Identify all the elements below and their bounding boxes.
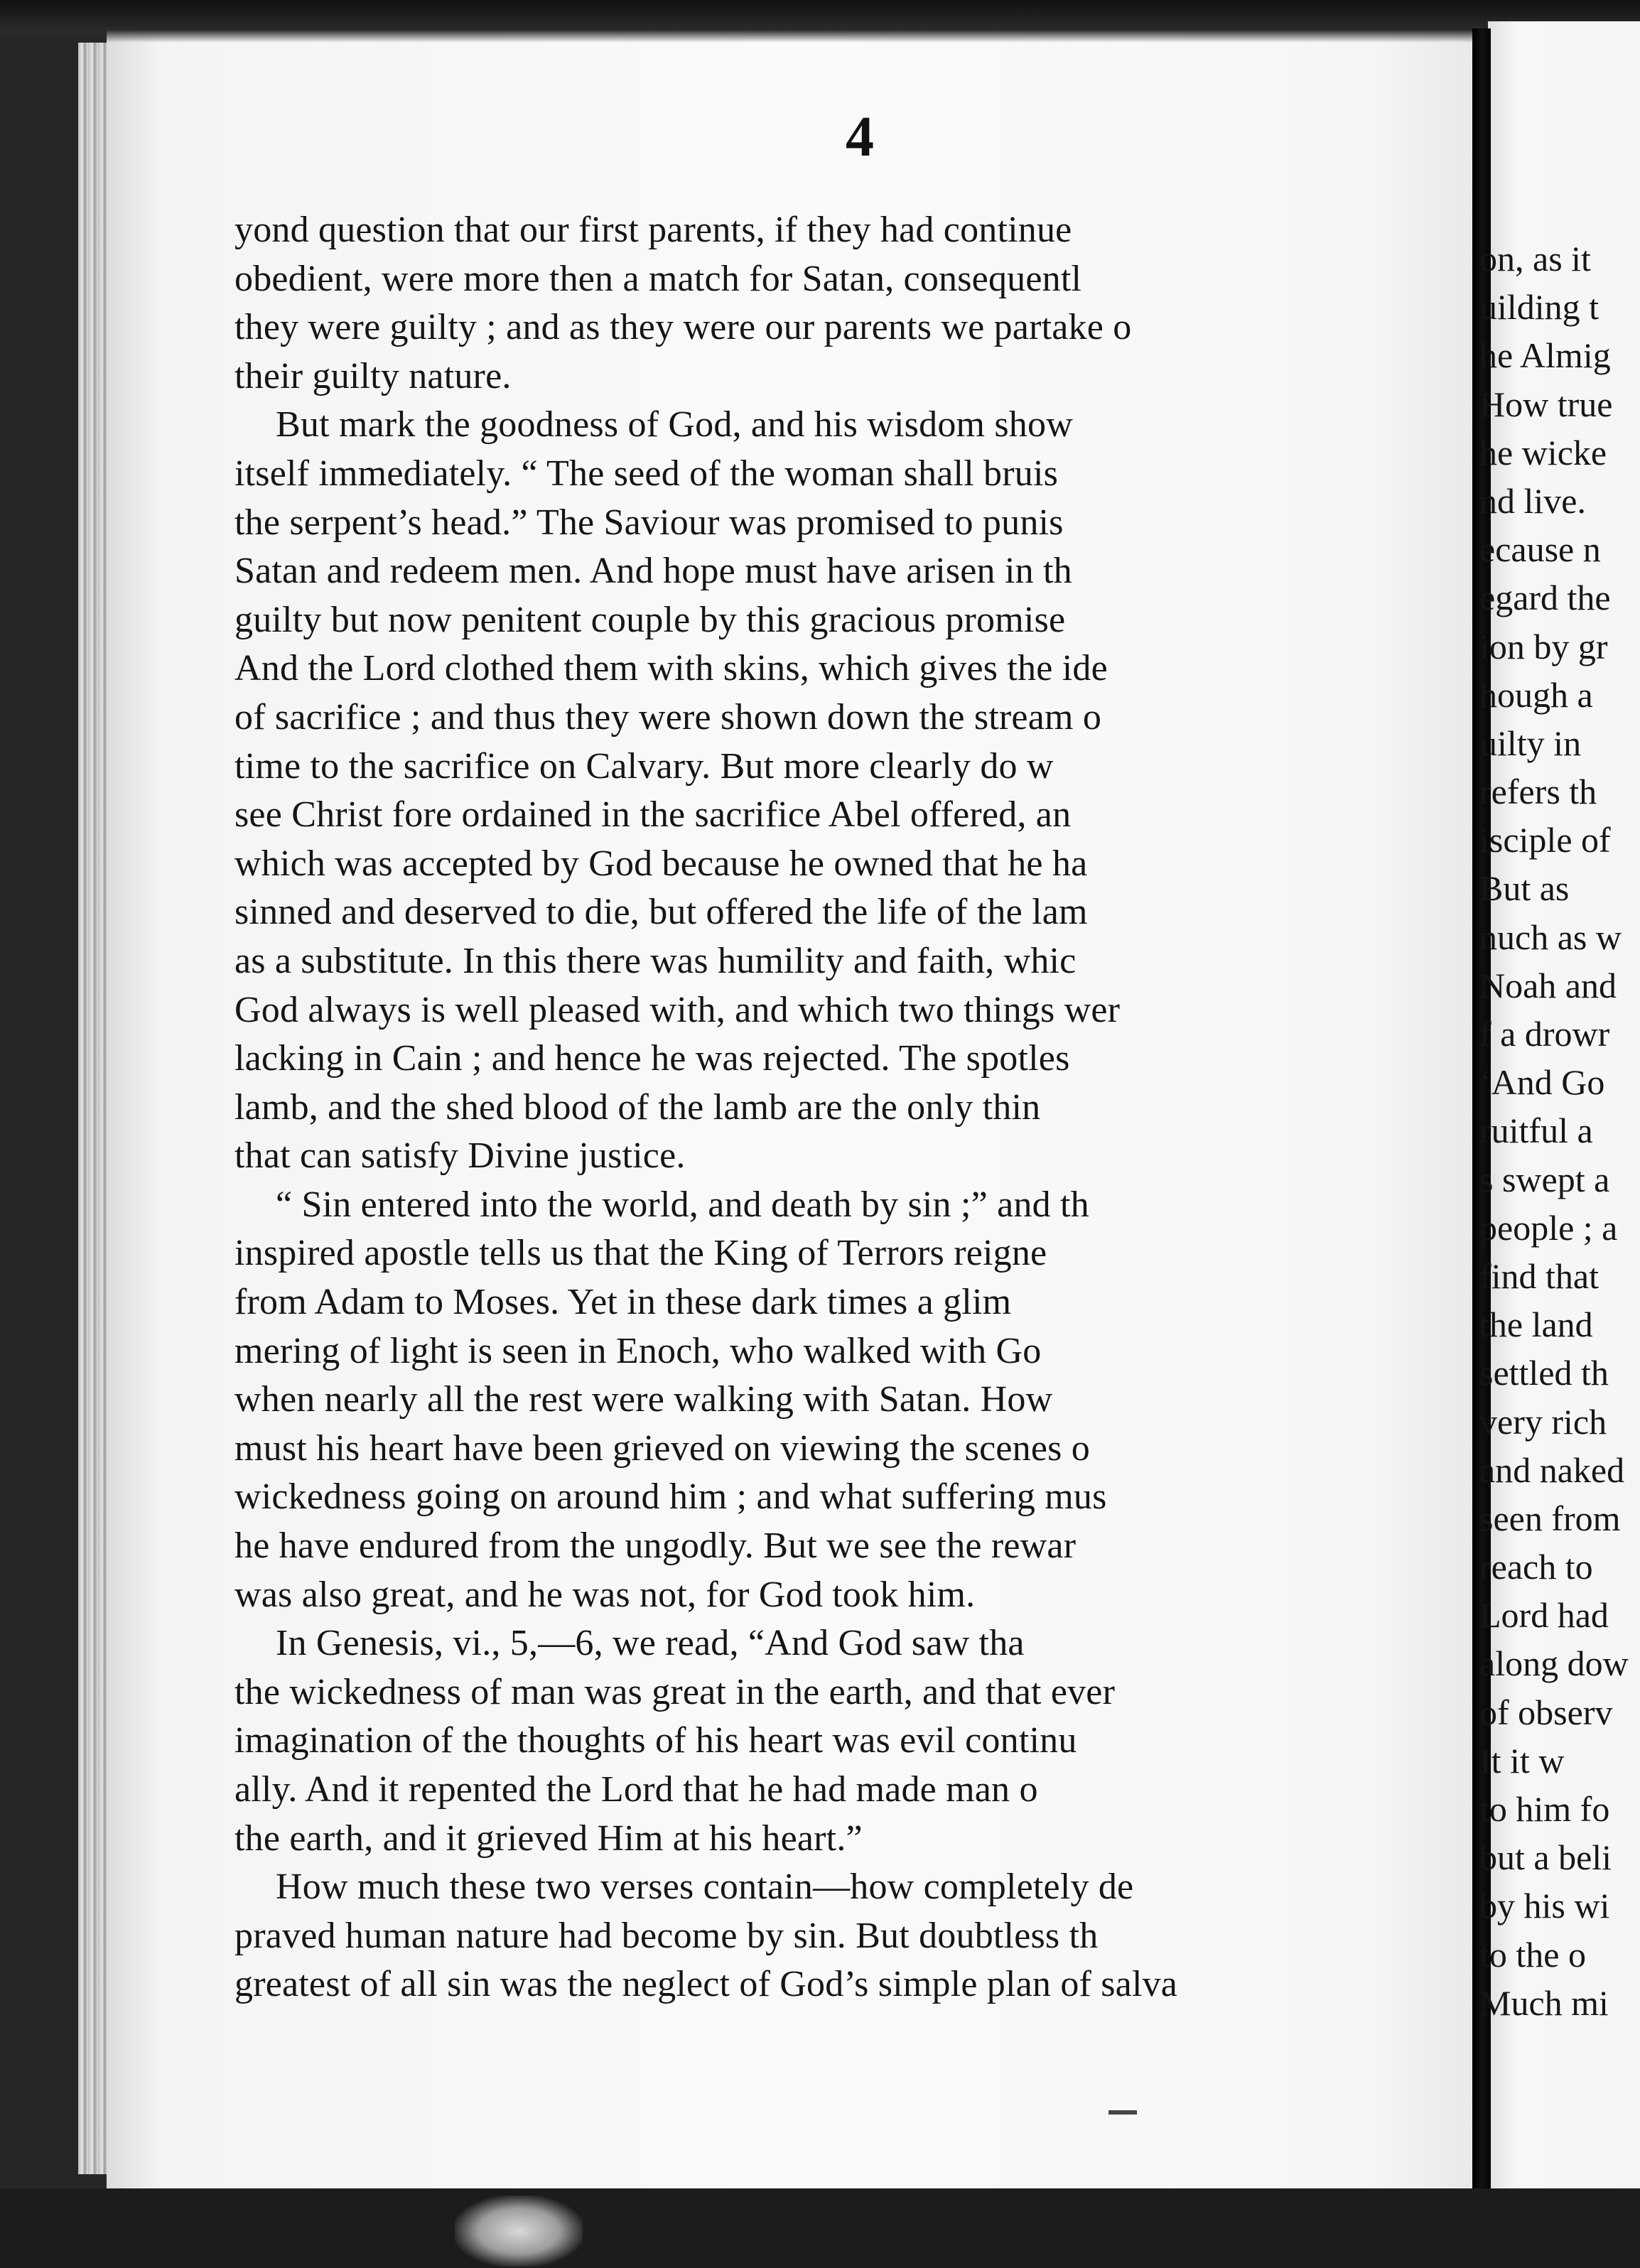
right-text-line: How true (1479, 384, 1613, 424)
text-line: And the Lord clothed them with skins, which gives the ide (234, 648, 1108, 689)
right-page-text (1479, 234, 1640, 2027)
text-line: itself immediately. “ The seed of the woman shall bruis (234, 453, 1059, 494)
right-text-line: people ; a (1479, 1207, 1618, 1248)
right-text-line: But as (1479, 868, 1570, 909)
right-text-line: refers th (1479, 772, 1597, 812)
right-text-line: of observ (1479, 1692, 1613, 1732)
text-line: the wickedness of man was great in the earth, and that ever (234, 1671, 1116, 1712)
text-line: of sacrifice ; and thus they were shown down the stream o (234, 696, 1102, 738)
right-text-line: f a drowr (1479, 1014, 1610, 1054)
right-text-line: settled th (1479, 1353, 1609, 1393)
text-line: ally. And it repented the Lord that he had made man o (234, 1769, 1038, 1810)
text-line: In Genesis, vi., 5,—6, we read, “And God saw tha (276, 1623, 1025, 1664)
text-line: But mark the goodness of God, and his wisdom show (276, 404, 1073, 446)
right-text-line: seen from (1479, 1498, 1621, 1538)
text-line: their guilty nature. (234, 355, 512, 396)
text-line: see Christ fore ordained in the sacrifice Abel offered, an (234, 794, 1072, 836)
text-line: inspired apostle tells us that the King of Terrors reigne (234, 1233, 1047, 1274)
right-text-line: find that (1479, 1256, 1599, 1296)
right-text-line: nd live. (1479, 480, 1586, 521)
text-line: lacking in Cain ; and hence he was rejected. The spotles (234, 1038, 1070, 1079)
text-line: “ Sin entered into the world, and death by sin ;” and th (276, 1184, 1089, 1225)
right-text-line: reach to (1479, 1547, 1593, 1587)
text-line: that can satisfy Divine justice. (234, 1135, 686, 1177)
top-shadow (0, 0, 1640, 43)
right-text-line: ‘And Go (1479, 1062, 1605, 1103)
text-line: was also great, and he was not, for God took him. (234, 1574, 976, 1615)
text-line: as a substitute. In this there was humility and faith, whic (234, 940, 1077, 981)
right-text-line: he wicke (1479, 432, 1607, 472)
text-line: he have endured from the ungodly. But we see the rewar (234, 1526, 1077, 1567)
text-line: guilty but now penitent couple by this gracious promise (234, 599, 1066, 640)
right-text-line: Noah and (1479, 965, 1617, 1005)
right-text-line: uilding t (1479, 287, 1599, 328)
right-text-line: ruitful a (1479, 1111, 1593, 1151)
text-line: sinned and deserved to die, but offered the life of the lam (234, 892, 1088, 933)
text-line: lamb, and the shed blood of the lamb are the only thin (234, 1086, 1041, 1128)
text-line: greatest of all sin was the neglect of God’s simple plan of salva (234, 1964, 1178, 2005)
right-text-line: he Almig (1479, 335, 1611, 376)
page-number: 4 (846, 106, 874, 168)
text-line: when nearly all the rest were walking with Satan. How (234, 1379, 1053, 1420)
right-text-line: nuch as w (1479, 917, 1622, 957)
right-text-line: egard the (1479, 578, 1611, 618)
text-line: the serpent’s head.” The Saviour was promised to punis (234, 502, 1064, 543)
right-text-line: on, as it (1479, 239, 1591, 279)
text-line: time to the sacrifice on Calvary. But more clearly do w (234, 745, 1054, 787)
text-line: which was accepted by God because he owned that he ha (234, 843, 1088, 884)
right-text-line: ion by gr (1479, 626, 1608, 666)
text-line: Satan and redeem men. And hope must have arisen in th (234, 551, 1072, 592)
right-text-line: to him fo (1479, 1789, 1610, 1829)
paper-stain (455, 2196, 583, 2267)
text-line: imagination of the thoughts of his heart was evil continu (234, 1720, 1077, 1761)
right-text-line: Much mi (1479, 1982, 1609, 2023)
text-line: they were guilty ; and as they were our parents we partake o (234, 307, 1132, 348)
right-text-line: s swept a (1479, 1159, 1610, 1199)
text-line: yond question that our first parents, if they had continue (234, 210, 1072, 250)
bottom-shadow (0, 2188, 1640, 2268)
right-text-line: ecause n (1479, 529, 1601, 570)
text-line: wickedness going on around him ; and what suffering mus (234, 1476, 1107, 1518)
right-text-line: but a beli (1479, 1837, 1612, 1878)
ink-mark (1108, 2110, 1137, 2115)
right-text-line: very rich (1479, 1401, 1607, 1442)
text-line: the earth, and it grieved Him at his heart.” (234, 1818, 863, 1859)
text-line: God always is well pleased with, and which two things wer (234, 989, 1121, 1030)
right-text-line: Lord had (1479, 1595, 1609, 1636)
right-text-line: isciple of (1479, 820, 1611, 860)
right-text-line: to the o (1479, 1934, 1586, 1975)
right-text-line: and naked (1479, 1449, 1625, 1490)
right-text-line: It it w (1479, 1740, 1565, 1781)
text-line: obedient, were more then a match for Satan, consequentl (234, 258, 1082, 299)
text-line: How much these two verses contain—how completely de (276, 1867, 1134, 1908)
text-line: praved human nature had become by sin. But doubtless th (234, 1915, 1099, 1956)
text-line: mering of light is seen in Enoch, who walked with Go (234, 1330, 1042, 1371)
right-text-line: hough a (1479, 674, 1593, 715)
text-line: must his heart have been grieved on viewing the scenes o (234, 1427, 1090, 1469)
right-text-line: the land (1479, 1305, 1593, 1345)
text-line: from Adam to Moses. Yet in these dark times a glim (234, 1282, 1012, 1323)
right-text-line: along dow (1479, 1643, 1629, 1684)
left-page-text (234, 206, 1585, 2009)
right-text-line: uilty in (1479, 723, 1582, 763)
right-text-line: by his wi (1479, 1886, 1610, 1926)
